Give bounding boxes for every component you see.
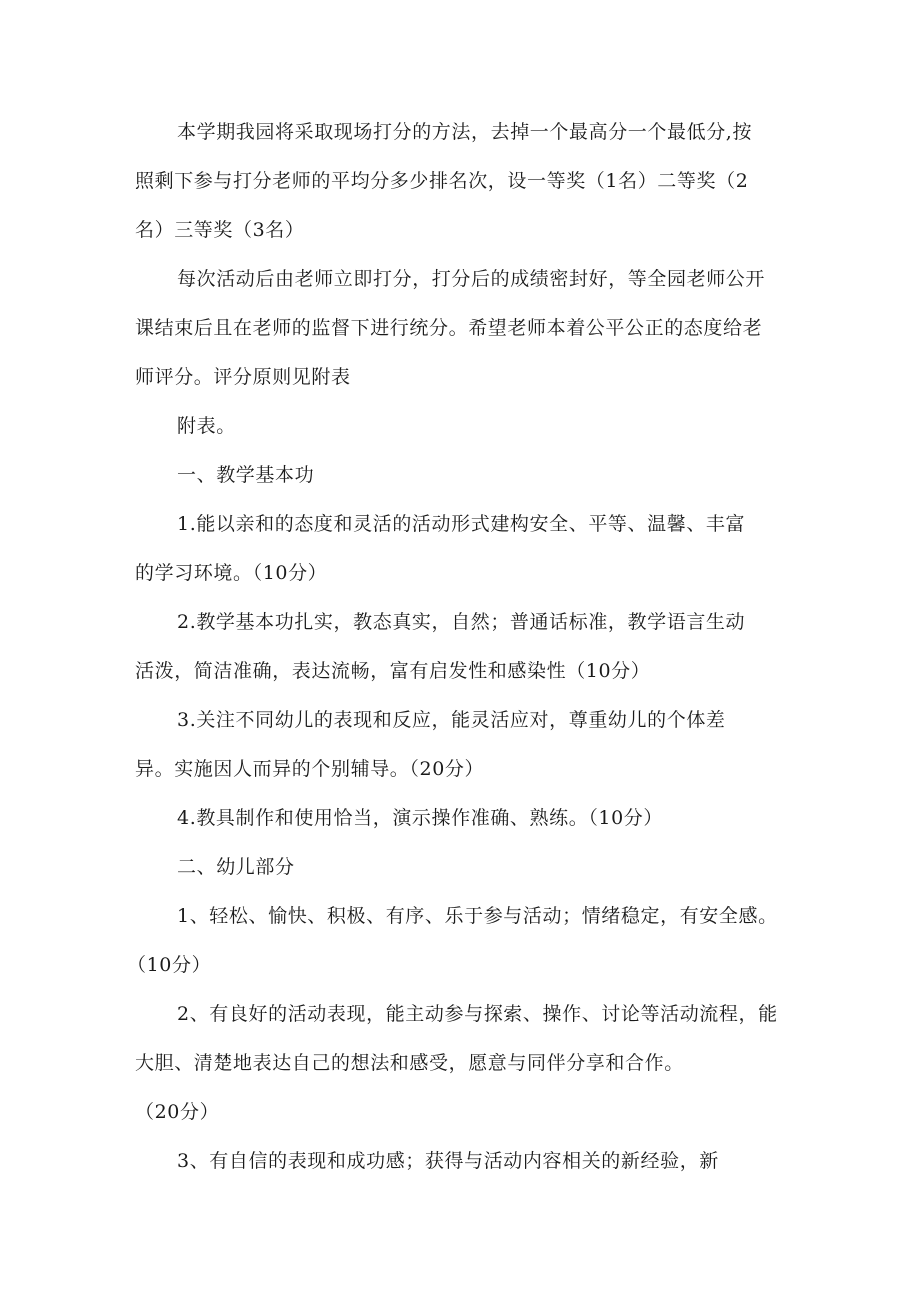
text-line: 1、轻松、愉快、积极、有序、乐于参与活动；情绪稳定，有安全感。: [177, 905, 778, 927]
text-line: 3、有自信的表现和成功感；获得与活动内容相关的新经验，新: [177, 1150, 719, 1172]
text-line: 3.关注不同幼儿的表现和反应，能灵活应对，尊重幼儿的个体差: [177, 709, 726, 731]
text-line: 1.能以亲和的态度和灵活的活动形式建构安全、平等、温馨、丰富: [177, 513, 746, 535]
text-line: （10分）: [127, 954, 212, 976]
text-line: 活泼，简洁准确，表达流畅，富有启发性和感染性（10分）: [135, 660, 651, 682]
text-line: 每次活动后由老师立即打分，打分后的成绩密封好，等全园老师公开: [177, 268, 766, 290]
section-heading: 一、教学基本功: [177, 464, 315, 486]
text-line: 附表。: [177, 415, 236, 437]
section-heading: 二、幼儿部分: [177, 856, 295, 878]
text-line: （20分）: [135, 1101, 220, 1123]
text-line: 4.教具制作和使用恰当，演示操作准确、熟练。（10分）: [177, 807, 664, 829]
text-line: 照剩下参与打分老师的平均分多少排名次，设一等奖（1名）二等奖（2: [135, 170, 749, 192]
text-line: 课结束后且在老师的监督下进行统分。希望老师本着公平公正的态度给老: [135, 317, 763, 339]
text-line: 异。实施因人而异的个别辅导。（20分）: [135, 758, 485, 780]
text-line: 2、有良好的活动表现，能主动参与探索、操作、讨论等活动流程，能: [177, 1003, 778, 1025]
text-line: 大胆、清楚地表达自己的想法和感受，愿意与同伴分享和合作。: [135, 1052, 684, 1074]
text-line: 2.教学基本功扎实，教态真实，自然；普通话标准，教学语言生动: [177, 611, 746, 633]
text-line: 名）三等奖（3名）: [135, 219, 305, 241]
text-line: 本学期我园将采取现场打分的方法，去掉一个最高分一个最低分,按: [177, 121, 753, 143]
text-line: 师评分。评分原则见附表: [135, 366, 351, 388]
text-line: 的学习环境。（10分）: [135, 562, 328, 584]
